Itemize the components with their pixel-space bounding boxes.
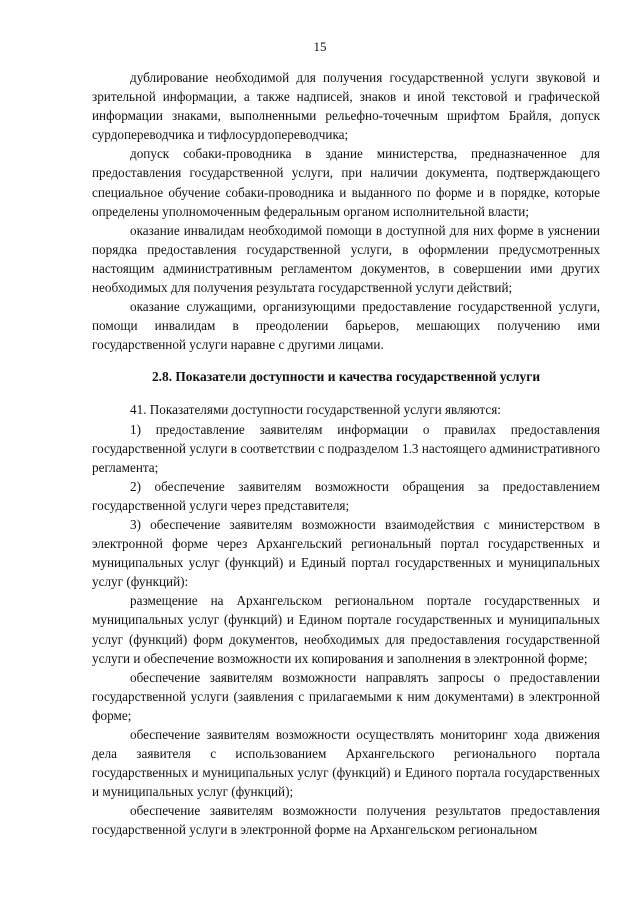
section-heading: 2.8. Показатели доступности и качества государственной услуги (151, 369, 541, 385)
paragraph-guide-dog: допуск собаки-проводника в здание министерства, предназначенное для предоставления государственной услуги, при наличии документа, подтверждающего специальное обучение собаки-проводника и выданного по форме и в порядке, которые определены уполномоченным федеральным органом исполнительной власти; (92, 146, 600, 219)
paragraph-monitoring: обеспечение заявителям возможности осуществлять мониторинг хода движения дела заявителя с использованием Архангельского регионального портала государственных и муниципальных услуг (функций) и Единого портала государственных и муниципальных услуг (функций); (92, 727, 600, 800)
paragraph-braille-duplication: дублирование необходимой для получения государственной услуги звуковой и зрительной информации, а также надписей, знаков и иной текстовой и графической информации знаками, выполненными рельефно-точечным шрифтом Брайля, допуск сурдопереводчика и тифлосурдопереводчика; (92, 70, 600, 143)
paragraph-forms-placement: размещение на Архангельском региональном портале государственных и муниципальных услуг (функций) и Едином портале государственных и муниципальных услуг (функций) форм документов, необходимых для предоставления государственной услуги и обеспечение возможности их копирования и заполнения в электронной форме; (92, 593, 600, 666)
document-body (92, 68, 600, 840)
paragraph-subitem-2: 2) обеспечение заявителям возможности обращения за предоставлением государственной услуги через представителя; (92, 478, 600, 513)
paragraph-item-41: 41. Показателями доступности государственной услуги являются: (130, 402, 501, 418)
paragraph-subitem-3: 3) обеспечение заявителям возможности взаимодействия с министерством в электронной форме через Архангельский региональный портал государственных и муниципальных услуг (функций) и Единый портал государственных и муниципальных услуг (функций): (92, 516, 600, 590)
page-number: 15 (313, 39, 327, 54)
paragraph-subitem-1: 1) предоставление заявителям информации о правилах предоставления государственной услуги в соответствии с подразделом 1.3 настоящего административного регламента; (92, 421, 600, 475)
paragraph-results: обеспечение заявителям возможности получения результатов предоставления государственной услуги в электронной форме на Архангельском региональном (92, 803, 600, 838)
paragraph-staff-help: оказание служащими, организующими предоставление государственной услуги, помощи инвалидам в преодолении барьеров, мешающих получению ими государственной услуги наравне с другими лицами. (92, 299, 600, 353)
paragraph-assistance: оказание инвалидам необходимой помощи в доступной для них форме в уяснении порядка предоставления государственной услуги, в оформлении предусмотренных настоящим административным регламентом документов, в совершении ими других необходимых для получения результата государственной услуги действий; (92, 222, 600, 296)
paragraph-electronic-requests: обеспечение заявителям возможности направлять запросы о предоставлении государственной услуги (заявления с прилагаемыми к ним документами) в электронной форме; (92, 669, 600, 723)
